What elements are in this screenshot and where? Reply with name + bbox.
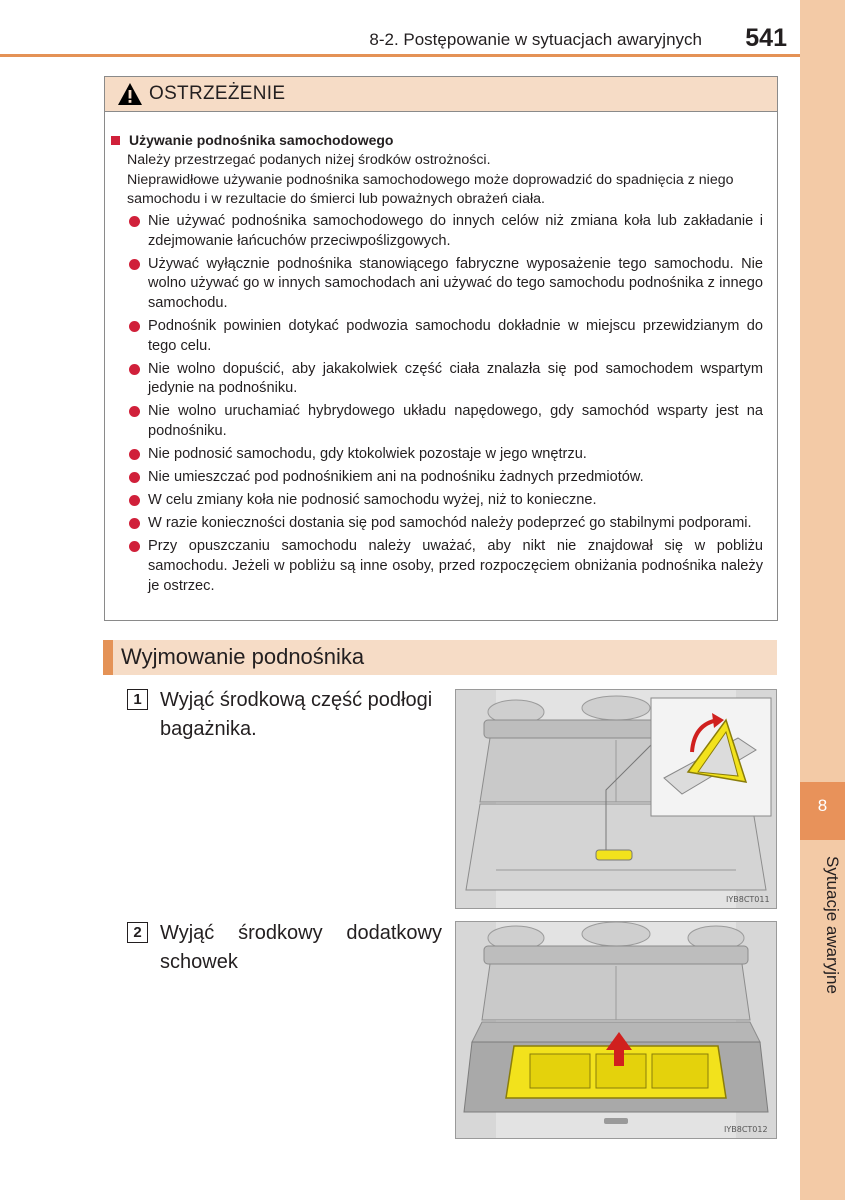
trunk-storage-drawing bbox=[456, 922, 776, 1138]
section-heading-accent bbox=[103, 640, 113, 675]
image-code-2: IYB8CT012 bbox=[724, 1125, 768, 1134]
warning-box bbox=[104, 76, 778, 621]
warning-bullet: Nie wolno dopuścić, aby jakakolwiek część ciała znalazła się pod samochodem wspartym jedynie na podnośniku. bbox=[127, 360, 763, 399]
warning-bullet: Podnośnik powinien dotykać podwozia samochodu dokładnie w miejscu przewidzianym do tego celu. bbox=[127, 317, 763, 356]
step-number-1: 1 bbox=[127, 689, 148, 710]
warning-title: OSTRZEŻENIE bbox=[149, 83, 286, 104]
bullet-dot-icon bbox=[129, 406, 140, 417]
warning-subheading bbox=[111, 132, 393, 148]
page-number: 541 bbox=[745, 24, 787, 52]
bullet-dot-icon bbox=[129, 518, 140, 529]
warning-header bbox=[105, 77, 777, 112]
warning-bullet-list bbox=[127, 212, 763, 600]
warning-bullet: W celu zmiany koła nie podnosić samochodu wyżej, niż to konieczne. bbox=[127, 491, 763, 511]
warning-bullet: Nie wolno uruchamiać hybrydowego układu napędowego, gdy samochód wsparty jest na podnośniku. bbox=[127, 402, 763, 441]
warning-bullet: W razie konieczności dostania się pod samochód należy podeprzeć go stabilnymi podporami. bbox=[127, 514, 763, 534]
trunk-floor-illustration bbox=[455, 689, 777, 909]
bullet-dot-icon bbox=[129, 541, 140, 552]
warning-triangle-icon bbox=[117, 82, 143, 106]
red-square-icon bbox=[111, 136, 120, 145]
chapter-side-tab bbox=[800, 0, 845, 1200]
trunk-floor-drawing bbox=[456, 690, 776, 908]
warning-bullet: Nie umieszczać pod podnośnikiem ani na podnośniku żadnych przedmiotów. bbox=[127, 468, 763, 488]
trunk-storage-illustration bbox=[455, 921, 777, 1139]
warning-bullet: Nie podnosić samochodu, gdy ktokolwiek pozostaje w jego wnętrzu. bbox=[127, 445, 763, 465]
bullet-dot-icon bbox=[129, 472, 140, 483]
step-number-2: 2 bbox=[127, 922, 148, 943]
section-heading: Wyjmowanie podnośnika bbox=[121, 644, 365, 669]
step-text-2: Wyjąć środkowy dodatkowy schowek bbox=[160, 922, 442, 973]
warning-intro-line: Należy przestrzegać podanych niżej środków ostrożności. bbox=[127, 152, 491, 168]
warning-bullet: Używać wyłącznie podnośnika stanowiącego fabryczne wyposażenie tego samochodu. Nie wolno używać go w innych samochodach ani używać do tego samochodu podnośnika z innego samochodu. bbox=[127, 255, 763, 314]
warning-bullet: Przy opuszczaniu samochodu należy uważać, aby nikt nie znajdował się w pobliżu samochodu. Jeżeli w pobliżu są inne osoby, przed rozpoczęciem obniżania podnośnika należy je ostrzec. bbox=[127, 537, 763, 596]
warning-intro bbox=[127, 151, 763, 210]
warning-intro-line: Nieprawidłowe używanie podnośnika samochodowego może doprowadzić do spadnięcia z niego samochodu i w rezultacie do śmierci lub poważnych obrażeń ciała. bbox=[127, 171, 734, 207]
header-divider bbox=[0, 54, 800, 57]
bullet-dot-icon bbox=[129, 321, 140, 332]
warning-bullet: Nie używać podnośnika samochodowego do innych celów niż zmiana koła lub zakładanie i zdejmowanie łańcuchów przeciwpoślizgowych. bbox=[127, 212, 763, 251]
bullet-dot-icon bbox=[129, 216, 140, 227]
section-header-title: 8-2. Postępowanie w sytuacjach awaryjnych bbox=[369, 30, 702, 49]
step-text-1: Wyjąć środkową część podłogi bagażnika. bbox=[160, 689, 433, 740]
bullet-dot-icon bbox=[129, 449, 140, 460]
chapter-number: 8 bbox=[817, 796, 828, 815]
warning-subheading-text: Używanie podnośnika samochodowego bbox=[129, 132, 394, 148]
image-code-1: IYB8CT011 bbox=[726, 895, 770, 904]
bullet-dot-icon bbox=[129, 495, 140, 506]
bullet-dot-icon bbox=[129, 364, 140, 375]
chapter-label: Sytuacje awaryjne bbox=[823, 856, 842, 994]
bullet-dot-icon bbox=[129, 259, 140, 270]
